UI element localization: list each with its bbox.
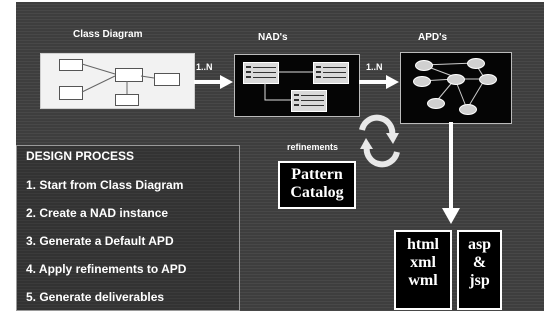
output-format: html: [407, 236, 439, 253]
arrow-apd-to-outputs: [442, 122, 460, 224]
nads-label: NAD's: [258, 32, 288, 43]
process-step: 4. Apply refinements to APD: [26, 262, 187, 276]
arrow-class-to-nad: [194, 75, 233, 89]
output-format: wml: [408, 272, 438, 289]
process-step: 1. Start from Class Diagram: [26, 178, 184, 192]
output-tech-box: [457, 230, 502, 310]
process-step: 5. Generate deliverables: [26, 290, 165, 304]
refinement-cycle-icon: [360, 118, 399, 165]
arrow-nad-to-apd: [359, 75, 399, 89]
output-tech: jsp: [469, 272, 490, 289]
pattern-catalog-line: Catalog: [290, 184, 344, 201]
slide: [16, 2, 544, 311]
multiplicity-label: 1..N: [196, 62, 213, 72]
process-step: 2. Create a NAD instance: [26, 206, 169, 220]
output-tech: asp: [467, 236, 492, 253]
design-process-title: DESIGN PROCESS: [26, 149, 135, 163]
apds-label: APD's: [418, 32, 448, 43]
output-tech: &: [472, 254, 487, 271]
class-diagram-label: Class Diagram: [73, 29, 143, 40]
design-process-panel: [16, 145, 240, 311]
process-step: 3. Generate a Default APD: [26, 234, 174, 248]
output-format: xml: [410, 254, 436, 271]
pattern-catalog-box: [278, 161, 356, 209]
refinements-label: refinements: [287, 142, 339, 152]
output-formats-box: [394, 230, 452, 310]
multiplicity-label: 1..N: [366, 62, 383, 72]
pattern-catalog-line: Pattern: [291, 166, 343, 183]
